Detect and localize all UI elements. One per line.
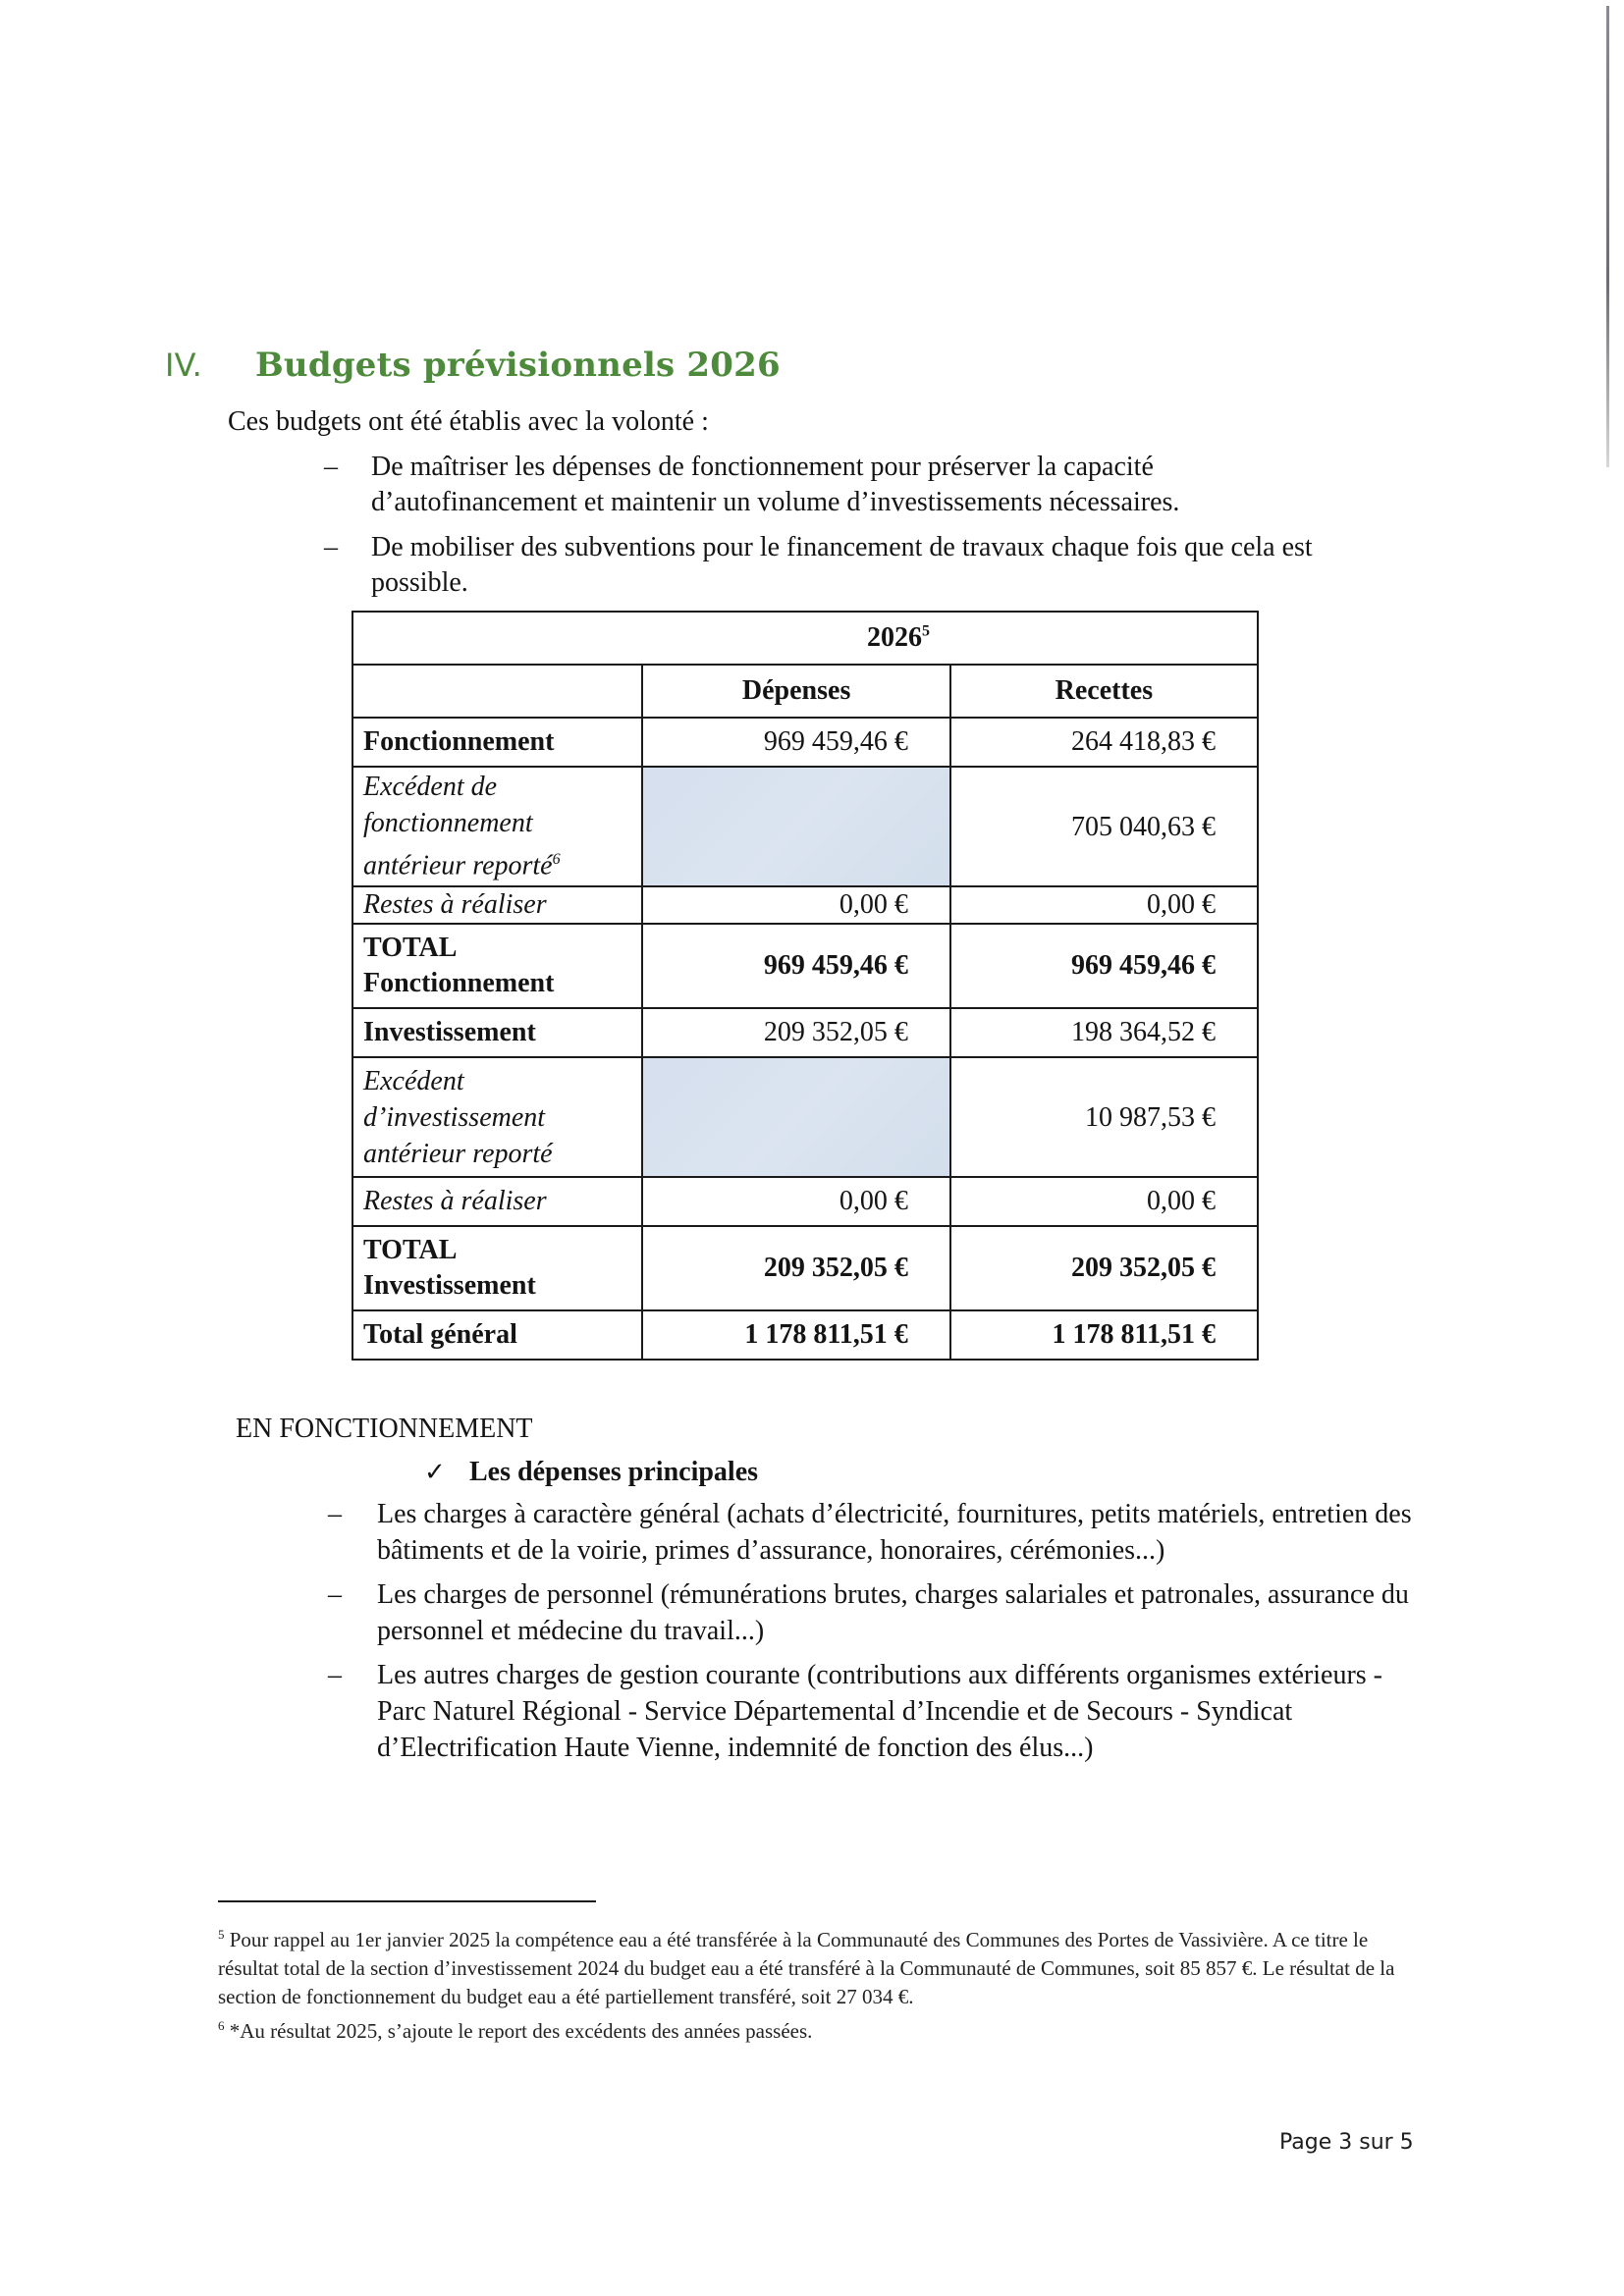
objective-item <box>324 450 1365 520</box>
depenses-value: 969 459,46 € <box>642 924 949 1008</box>
table-row-investissement <box>352 1008 1258 1057</box>
row-label: Restes à réaliser <box>352 886 642 924</box>
table-row-excedent-investissement <box>352 1057 1258 1177</box>
section-label: EN FONCTIONNEMENT <box>236 1414 533 1444</box>
depenses-value: 0,00 € <box>642 1177 949 1226</box>
footnotes <box>218 1920 1411 2046</box>
depenses-value: 969 459,46 € <box>642 718 949 767</box>
recettes-value: 10 987,53 € <box>950 1057 1258 1177</box>
row-label: Total général <box>352 1310 642 1360</box>
dash-bullet-icon: – <box>328 1660 342 1690</box>
row-label: Excédent de fonctionnement antérieur reporté$^6$ <box>352 767 642 886</box>
table-header-row <box>352 665 1258 718</box>
row-label: Restes à réaliser <box>352 1177 642 1226</box>
footnote-ref: 6 <box>552 851 561 869</box>
table-row-total-fonctionnement <box>352 924 1258 1008</box>
budget-table <box>352 611 1259 1361</box>
page-number: Page 3 sur 5 <box>1279 2130 1414 2155</box>
footnote-number: 5 <box>218 1927 225 1942</box>
table-row-total-general <box>352 1310 1258 1360</box>
table-row-total-investissement <box>352 1226 1258 1310</box>
column-header-recettes: Recettes <box>950 665 1258 718</box>
recettes-value: 705 040,63 € <box>950 767 1258 886</box>
objective-text: De mobiliser des subventions pour le financement de travaux chaque fois que cela est possible. <box>371 532 1313 598</box>
depenses-value: 1 178 811,51 € <box>642 1310 949 1360</box>
table-row-restes-investissement <box>352 1177 1258 1226</box>
row-label: TOTAL Fonctionnement <box>352 924 642 1008</box>
dash-bullet-icon: – <box>328 1579 342 1610</box>
expense-item <box>328 1576 1418 1649</box>
column-header-label <box>352 665 642 718</box>
subheading <box>424 1457 758 1488</box>
table-row-excedent-fonctionnement <box>352 767 1258 886</box>
table-row-fonctionnement <box>352 718 1258 767</box>
row-label: Fonctionnement <box>352 718 642 767</box>
column-header-depenses: Dépenses <box>642 665 949 718</box>
objective-item <box>324 530 1365 601</box>
footnote-divider <box>218 1900 596 1902</box>
recettes-value: 969 459,46 € <box>950 924 1258 1008</box>
expense-item <box>328 1496 1418 1569</box>
footnote-number: 6 <box>218 2018 225 2033</box>
depenses-value-shaded <box>642 767 949 886</box>
table-row-restes-fonctionnement <box>352 886 1258 924</box>
section-title: Budgets prévisionnels 2026 <box>255 346 781 385</box>
dash-bullet-icon: – <box>324 452 338 482</box>
subheading-text: Les dépenses principales <box>469 1457 759 1487</box>
footnote-ref: 5 <box>922 622 930 640</box>
recettes-value: 1 178 811,51 € <box>950 1310 1258 1360</box>
depenses-value: 209 352,05 € <box>642 1008 949 1057</box>
footnote <box>218 1920 1411 2011</box>
footnote-text: Pour rappel au 1er janvier 2025 la compétence eau a été transférée à la Communauté des Communes des Portes de Vassivière. A ce titre le résultat total de la section d’investissement 2024 du budget eau a été transféré à la Communauté de Communes, soit 85 857 €. Le résultat de la section de fonctionnement du budget eau a été partiellement transféré, soit 27 034 €. <box>218 1928 1395 2008</box>
recettes-value: 198 364,52 € <box>950 1008 1258 1057</box>
recettes-value: 0,00 € <box>950 1177 1258 1226</box>
expenses-list <box>328 1496 1418 1774</box>
table-year-row <box>352 612 1258 665</box>
recettes-value: 264 418,83 € <box>950 718 1258 767</box>
intro-text: Ces budgets ont été établis avec la volonté : <box>228 406 709 437</box>
expense-text: Les autres charges de gestion courante (contributions aux différents organismes extérieurs -Parc Naturel Régional - Service Départemental d’Incendie et de Secours - Syndicat d’Electrification Haute Vienne, indemnité de fonction des élus...) <box>377 1660 1383 1763</box>
section-number: IV. <box>165 347 202 384</box>
footnote <box>218 2011 1411 2046</box>
checkmark-icon: ✓ <box>424 1458 446 1487</box>
objectives-list <box>324 450 1365 611</box>
dash-bullet-icon: – <box>328 1499 342 1529</box>
recettes-value: 0,00 € <box>950 886 1258 924</box>
expense-text: Les charges à caractère général (achats d’électricité, fournitures, petits matériels, entretien des bâtiments et de la voirie, primes d’assurance, honoraires, cérémonies...) <box>377 1499 1412 1566</box>
expense-text: Les charges de personnel (rémunérations brutes, charges salariales et patronales, assurance du personnel et médecine du travail...) <box>377 1579 1409 1646</box>
footnote-text: *Au résultat 2025, s’ajoute le report des excédents des années passées. <box>224 2019 813 2043</box>
expense-item <box>328 1657 1418 1766</box>
depenses-value: 0,00 € <box>642 886 949 924</box>
year-header: 2026$^5$ <box>352 612 1258 665</box>
section-heading <box>165 346 781 385</box>
depenses-value: 209 352,05 € <box>642 1226 949 1310</box>
row-label: TOTAL Investissement <box>352 1226 642 1310</box>
recettes-value: 209 352,05 € <box>950 1226 1258 1310</box>
objective-text: De maîtriser les dépenses de fonctionnement pour préserver la capacité d’autofinancement et maintenir un volume d’investissements nécessaires. <box>371 452 1180 517</box>
row-label: Excédent d’investissement antérieur reporté <box>352 1057 642 1177</box>
dash-bullet-icon: – <box>324 532 338 562</box>
depenses-value-shaded <box>642 1057 949 1177</box>
row-label: Investissement <box>352 1008 642 1057</box>
